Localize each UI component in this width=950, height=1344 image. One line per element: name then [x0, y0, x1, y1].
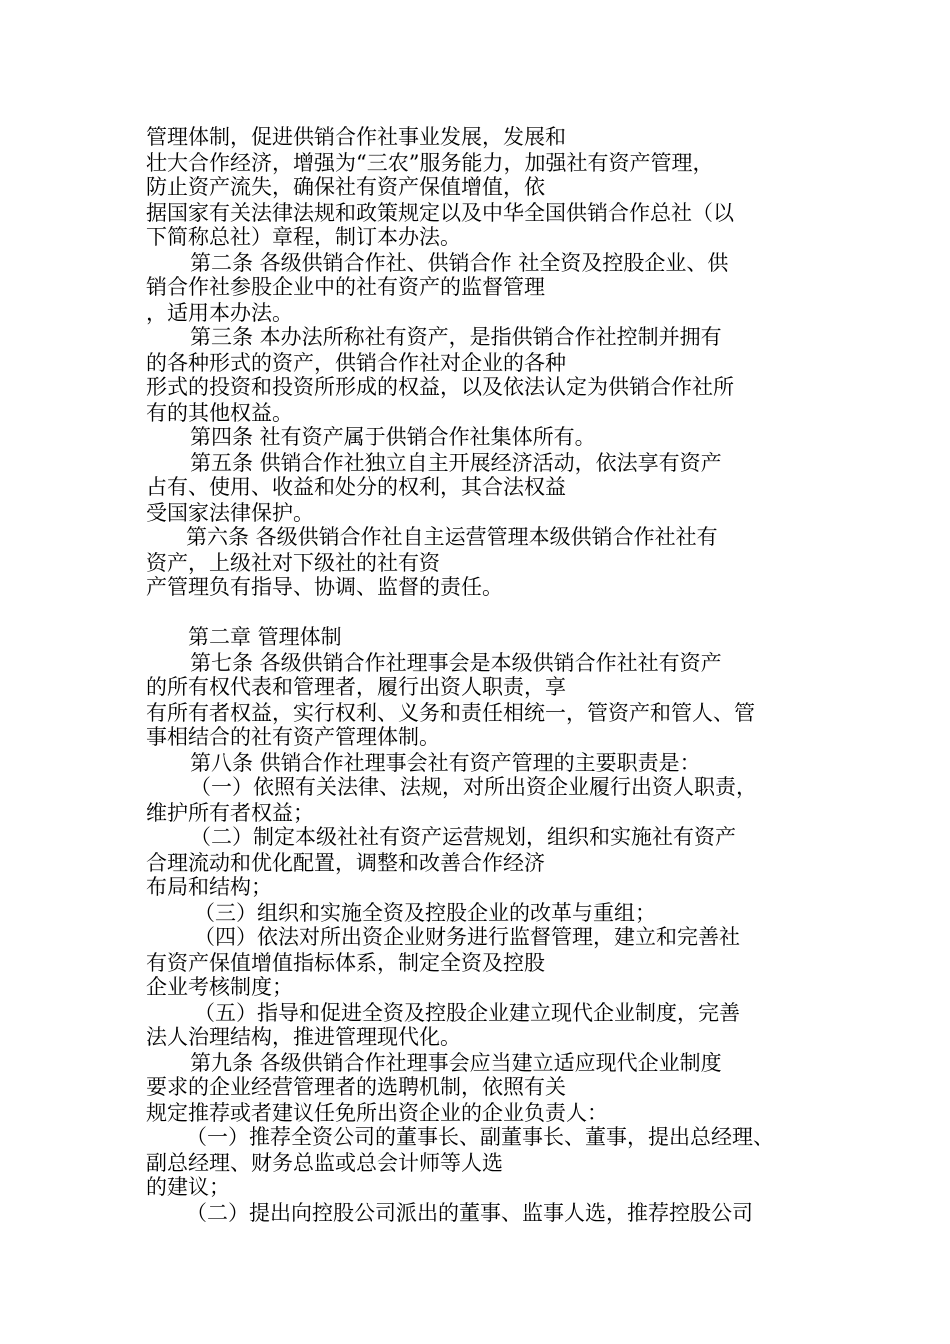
text-line: 壮大合作经济，增强为“三农”服务能力，加强社有资产管理，	[146, 151, 714, 175]
text-line: 防止资产流失，确保社有资产保值增值，依	[146, 175, 545, 199]
article-7-line: 第七条 各级供销合作社理事会是本级供销合作社社有资产	[190, 651, 722, 675]
text-line: 维护所有者权益；	[146, 801, 314, 825]
article-9-line: 第九条 各级供销合作社理事会应当建立适应现代企业制度	[190, 1051, 722, 1075]
article-4-line: 第四条 社有资产属于供销合作社集体所有。	[190, 425, 596, 449]
text-line: 占有、使用、收益和处分的权利，其合法权益	[146, 475, 566, 499]
text-line: 下简称总社）章程，制订本办法。	[146, 225, 461, 249]
text-line: 合理流动和优化配置，调整和改善合作经济	[146, 851, 545, 875]
text-line: 产管理负有指导、协调、监督的责任。	[146, 575, 503, 599]
list-item-line: （五）指导和促进全资及控股企业建立现代企业制度，完善	[194, 1001, 740, 1025]
text-line: 据国家有关法律法规和政策规定以及中华全国供销合作总社（以	[146, 201, 734, 225]
list-item-line: （一）依照有关法律、法规，对所出资企业履行出资人职责，	[190, 775, 757, 799]
text-line: 布局和结构；	[146, 875, 272, 899]
article-8-line: 第八条 供销合作社理事会社有资产管理的主要职责是：	[190, 751, 701, 775]
text-line: 的所有权代表和管理者，履行出资人职责，享	[146, 675, 566, 699]
article-3-line: 第三条 本办法所称社有资产，是指供销合作社控制并拥有	[190, 325, 722, 349]
list-item-line: （二）提出向控股公司派出的董事、监事人选，推荐控股公司	[186, 1201, 753, 1225]
text-line: 副总经理、财务总监或总会计师等人选	[146, 1151, 503, 1175]
text-line: 销合作社参股企业中的社有资产的监督管理	[146, 275, 545, 299]
text-line: 资产，上级社对下级社的社有资	[146, 551, 440, 575]
text-line: ，适用本办法。	[146, 301, 293, 325]
list-item-line: （三）组织和实施全资及控股企业的改革与重组；	[194, 901, 656, 925]
text-line: 形式的投资和投资所形成的权益，以及依法认定为供销合作社所	[146, 375, 734, 399]
list-item-line: （一）推荐全资公司的董事长、副董事长、董事，提出总经理、	[186, 1125, 774, 1149]
text-line: 要求的企业经营管理者的选聘机制，依照有关	[146, 1075, 566, 1099]
text-line: 管理体制，促进供销合作社事业发展，发展和	[146, 125, 566, 149]
text-line: 的各种形式的资产，供销合作社对企业的各种	[146, 351, 566, 375]
article-2-line: 第二条 各级供销合作社、供销合作 社全资及控股企业、供	[190, 251, 729, 275]
text-line: 法人治理结构，推进管理现代化。	[146, 1025, 461, 1049]
text-line: 有所有者权益，实行权利、义务和责任相统一，管资产和管人、管	[146, 701, 755, 725]
article-5-line: 第五条 供销合作社独立自主开展经济活动，依法享有资产	[190, 451, 722, 475]
text-line: 有资产保值增值指标体系，制定全资及控股	[146, 951, 545, 975]
list-item-line: （四）依法对所出资企业财务进行监督管理，建立和完善社	[194, 925, 740, 949]
text-line: 事相结合的社有资产管理体制。	[146, 725, 440, 749]
text-line: 的建议；	[146, 1175, 230, 1199]
text-line: 企业考核制度；	[146, 975, 293, 999]
chapter-heading: 第二章 管理体制	[188, 625, 342, 649]
text-line: 受国家法律保护。	[146, 501, 314, 525]
list-item-line: （二）制定本级社社有资产运营规划，组织和实施社有资产	[190, 825, 736, 849]
text-line: 规定推荐或者建议任免所出资企业的企业负责人：	[146, 1101, 608, 1125]
article-6-line: 第六条 各级供销合作社自主运营管理本级供销合作社社有	[186, 525, 718, 549]
text-line: 有的其他权益。	[146, 401, 293, 425]
